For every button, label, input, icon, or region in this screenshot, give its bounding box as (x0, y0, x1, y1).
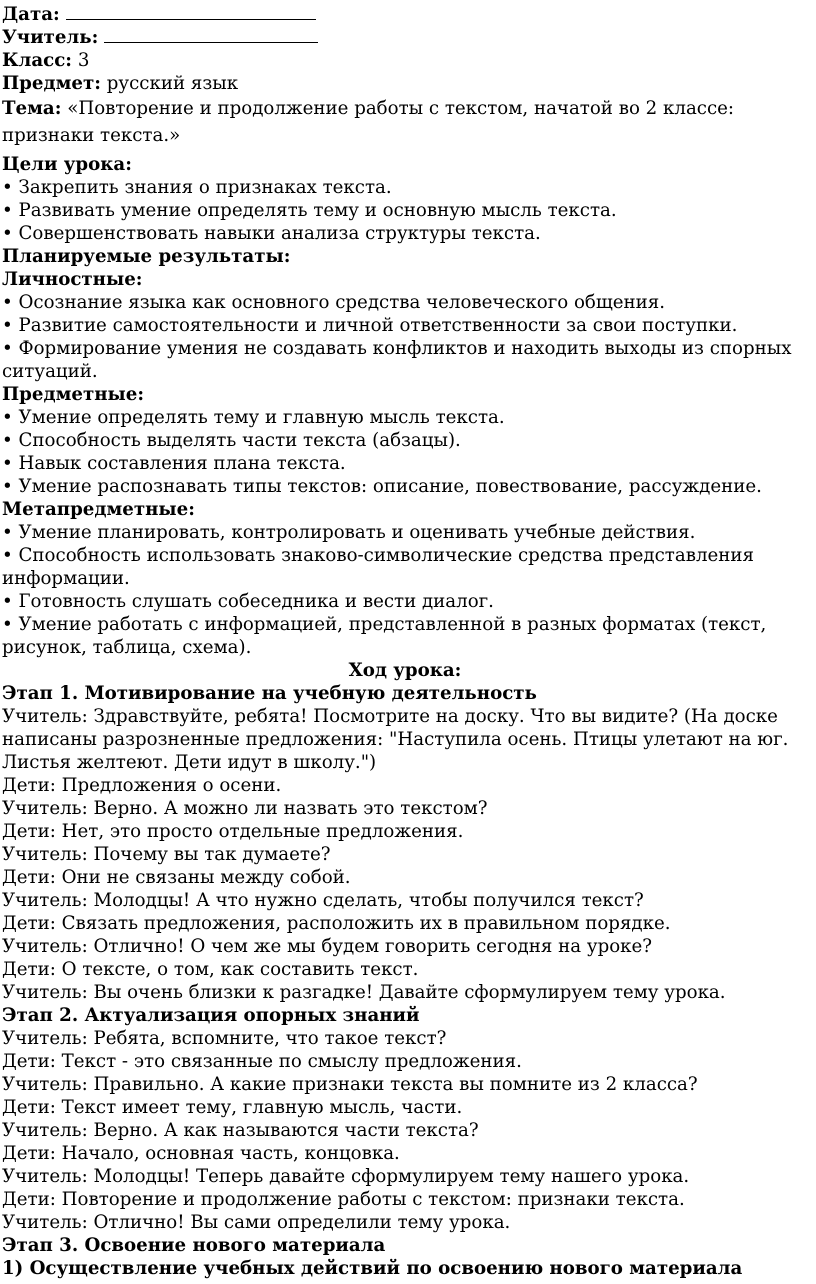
results-heading: Планируемые результаты: (2, 246, 291, 267)
subject-line (2, 72, 808, 95)
dialogue-line: Учитель: Верно. А можно ли назвать это текстом? (2, 798, 488, 819)
class-label: Класс: (2, 50, 73, 71)
teacher-label: Учитель: (2, 27, 99, 48)
goal-item: • Совершенствовать навыки анализа структуры текста. (2, 222, 808, 245)
date-label: Дата: (2, 4, 60, 25)
class-value: 3 (77, 50, 90, 71)
subject-item: • Навык составления плана текста. (2, 452, 808, 475)
subject-label: Предмет: (2, 73, 101, 94)
dialogue-line: Учитель: Верно. А как называются части текста? (2, 1120, 479, 1141)
dialogue-line: Учитель: Почему вы так думаете? (2, 844, 331, 865)
dialogue-line: Учитель: Ребята, вспомните, что такое текст? (2, 1028, 447, 1049)
dialogue-line: Дети: Текст имеет тему, главную мысль, части. (2, 1097, 463, 1118)
lesson-heading: Ход урока: (348, 660, 462, 681)
dialogue-line: Учитель: Молодцы! А что нужно сделать, чтобы получился текст? (2, 890, 644, 911)
dialogue-line: Учитель: Отлично! Вы сами определили тему урока. (2, 1212, 511, 1233)
dialogue-line: Учитель: Вы очень близки к разгадке! Давайте сформулируем тему урока. (2, 982, 726, 1003)
dialogue-line: Дети: О тексте, о том, как составить текст. (2, 959, 419, 980)
dialogue-line: Дети: Связать предложения, расположить их в правильном порядке. (2, 913, 671, 934)
subject-results-heading: Предметные: (2, 384, 145, 405)
dialogue-line: Дети: Предложения о осени. (2, 775, 282, 796)
date-blank (66, 3, 316, 20)
date-line (2, 3, 808, 26)
subject-value: русский язык (106, 73, 239, 94)
dialogue-line: Дети: Текст - это связанные по смыслу предложения. (2, 1051, 522, 1072)
topic-line (2, 95, 808, 149)
teacher-blank (104, 26, 318, 43)
topic-value: «Повторение и продолжение работы с текстом, начатой во 2 классе: признаки текста.» (2, 98, 735, 146)
meta-item: • Умение планировать, контролировать и оценивать учебные действия. (2, 521, 808, 544)
topic-label: Тема: (2, 98, 62, 119)
class-line (2, 49, 808, 72)
goals-heading: Цели урока: (2, 154, 132, 175)
personal-item: • Развитие самостоятельности и личной ответственности за свои поступки. (2, 314, 808, 337)
stage3-subtitle: 1) Осуществление учебных действий по освоению нового материала (2, 1258, 743, 1279)
stage2-title: Этап 2. Актуализация опорных знаний (2, 1005, 420, 1026)
subject-item: • Умение определять тему и главную мысль текста. (2, 406, 808, 429)
dialogue-line: Дети: Начало, основная часть, концовка. (2, 1143, 400, 1164)
dialogue-line: Дети: Они не связаны между собой. (2, 867, 351, 888)
subject-item: • Умение распознавать типы текстов: описание, повествование, рассуждение. (2, 475, 808, 498)
dialogue-line: Учитель: Здравствуйте, ребята! Посмотрите на доску. Что вы видите? (На доске написаны разрозненные предложения: "Наступила осень. Птицы улетают на юг. Листья желтеют. Дети идут в школу.") (2, 706, 789, 773)
teacher-line (2, 26, 808, 49)
dialogue-line: Дети: Повторение и продолжение работы с текстом: признаки текста. (2, 1189, 685, 1210)
dialogue-line: Учитель: Молодцы! Теперь давайте сформулируем тему нашего урока. (2, 1166, 690, 1187)
meta-heading: Метапредметные: (2, 499, 195, 520)
goal-item: • Развивать умение определять тему и основную мысль текста. (2, 199, 808, 222)
stage3-title: Этап 3. Освоение нового материала (2, 1235, 386, 1256)
goal-item: • Закрепить знания о признаках текста. (2, 176, 808, 199)
personal-item: • Осознание языка как основного средства человеческого общения. (2, 291, 808, 314)
dialogue-line: Дети: Нет, это просто отдельные предложения. (2, 821, 464, 842)
personal-heading: Личностные: (2, 269, 143, 290)
subject-item: • Способность выделять части текста (абзацы). (2, 429, 808, 452)
stage1-title: Этап 1. Мотивирование на учебную деятельность (2, 683, 537, 704)
meta-item: • Умение работать с информацией, представленной в разных форматах (текст, рисунок, таблица, схема). (2, 613, 808, 659)
meta-item: • Способность использовать знаково-символические средства представления информации. (2, 544, 808, 590)
dialogue-line: Учитель: Правильно. А какие признаки текста вы помните из 2 класса? (2, 1074, 698, 1095)
dialogue-line: Учитель: Отлично! О чем же мы будем говорить сегодня на уроке? (2, 936, 653, 957)
personal-item: • Формирование умения не создавать конфликтов и находить выходы из спорных ситуаций. (2, 337, 808, 383)
meta-item: • Готовность слушать собеседника и вести диалог. (2, 590, 808, 613)
